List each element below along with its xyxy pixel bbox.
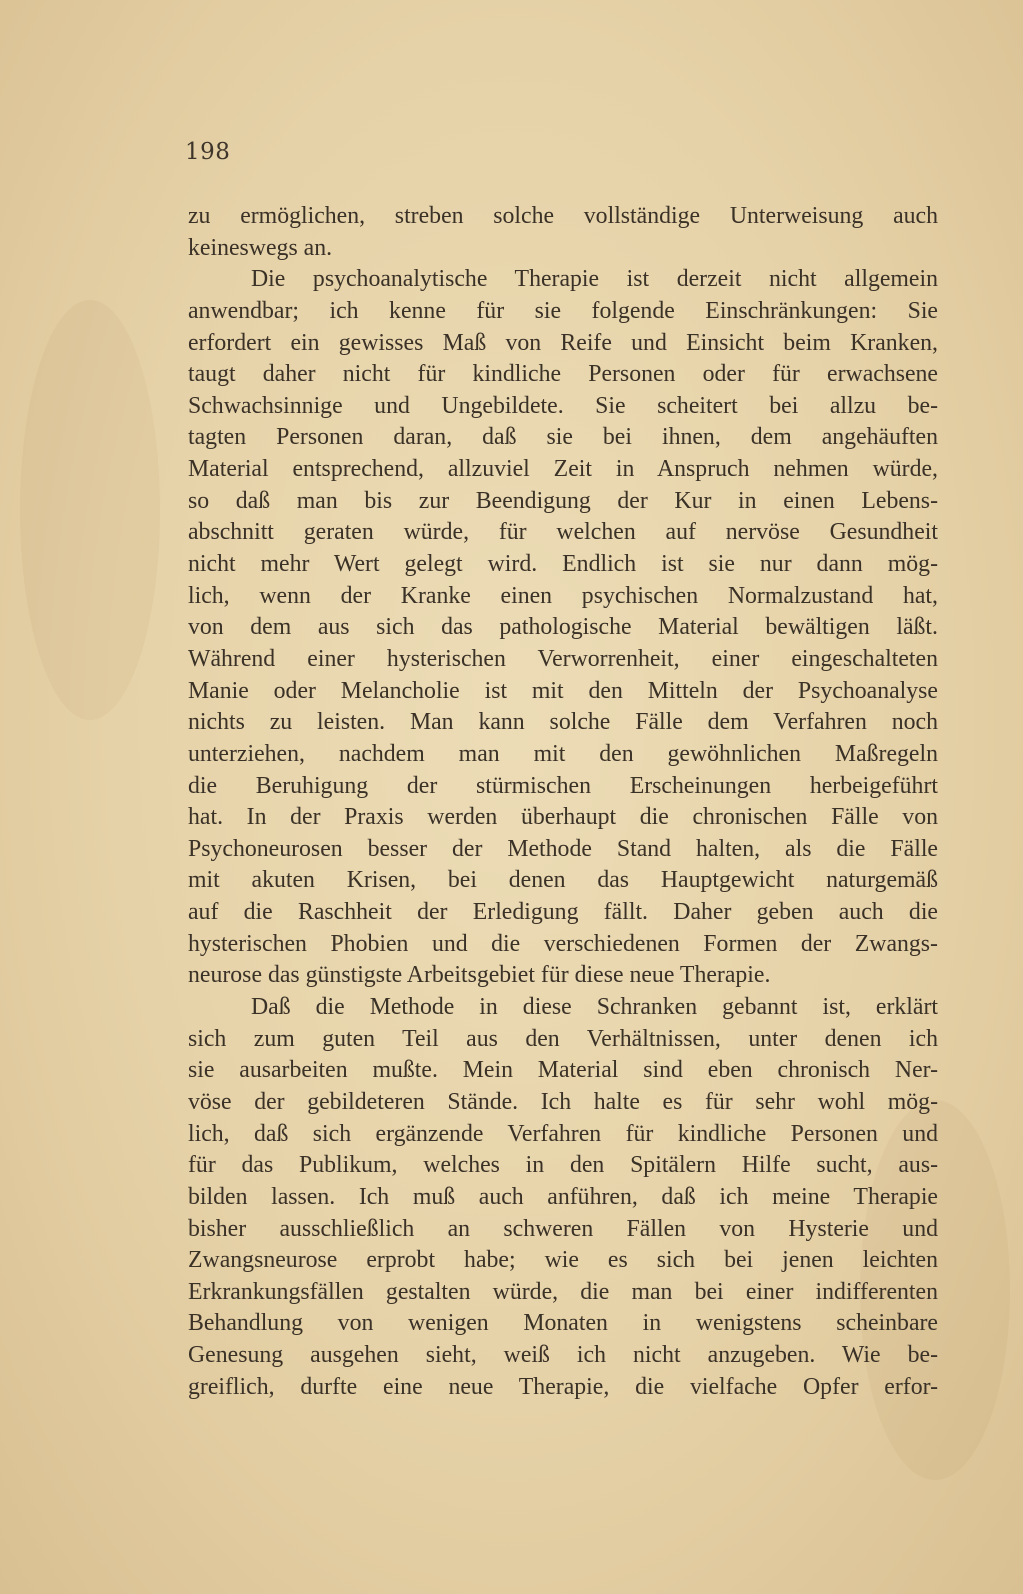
text-line: nicht mehr Wert gelegt wird. Endlich ist sie nur dann mög- — [188, 551, 938, 578]
text-line: Psychoneurosen besser der Methode Stand halten, als die Fälle — [188, 835, 938, 862]
text-line: Material entsprechend, allzuviel Zeit in Anspruch nehmen würde, — [188, 456, 938, 483]
text-line: keineswegs an. — [188, 234, 333, 261]
text-line: erfordert ein gewisses Maß von Reife und Einsicht beim Kranken, — [188, 329, 938, 356]
text-line: greiflich, durfte eine neue Therapie, die vielfache Opfer erfor- — [188, 1373, 938, 1400]
text-line: nichts zu leisten. Man kann solche Fälle dem Verfahren noch — [188, 709, 938, 736]
text-line: vöse der gebildeteren Stände. Ich halte es für sehr wohl mög- — [188, 1088, 938, 1115]
body-text — [188, 201, 938, 1403]
text-line: mit akuten Krisen, bei denen das Hauptgewicht naturgemäß — [188, 867, 938, 894]
text-line: Die psychoanalytische Therapie ist derzeit nicht allgemein — [251, 266, 938, 293]
paper-stain — [20, 300, 160, 720]
text-line: die Beruhigung der stürmischen Erscheinungen herbeigeführt — [188, 772, 938, 799]
text-line: hysterischen Phobien und die verschiedenen Formen der Zwangs- — [188, 930, 938, 957]
text-line: so daß man bis zur Beendigung der Kur in einen Lebens- — [188, 487, 938, 514]
text-line: Daß die Methode in diese Schranken gebannt ist, erklärt — [251, 994, 938, 1021]
text-line: sich zum guten Teil aus den Verhältnissen, unter denen ich — [188, 1025, 938, 1052]
text-line: Schwachsinnige und Ungebildete. Sie scheitert bei allzu be- — [188, 392, 938, 419]
text-line: lich, daß sich ergänzende Verfahren für kindliche Personen und — [188, 1120, 938, 1147]
text-line: taugt daher nicht für kindliche Personen oder für erwachsene — [188, 361, 938, 388]
text-line: Während einer hysterischen Verworrenheit, einer eingeschalteten — [188, 645, 938, 672]
text-line: anwendbar; ich kenne für sie folgende Einschränkungen: Sie — [188, 297, 938, 324]
text-line: lich, wenn der Kranke einen psychischen Normalzustand hat, — [188, 582, 938, 609]
page-number: 198 — [185, 139, 231, 165]
text-line: zu ermöglichen, streben solche vollständige Unterweisung auch — [188, 203, 938, 229]
text-line: sie ausarbeiten mußte. Mein Material sind eben chronisch Ner- — [188, 1057, 938, 1084]
text-line: unterziehen, nachdem man mit den gewöhnlichen Maßregeln — [188, 740, 938, 767]
text-line: Erkrankungsfällen gestalten würde, die man bei einer indifferenten — [188, 1278, 938, 1305]
text-line: auf die Raschheit der Erledigung fällt. Daher geben auch die — [188, 899, 938, 926]
text-line: hat. In der Praxis werden überhaupt die chronischen Fälle von — [188, 804, 938, 831]
text-line: von dem aus sich das pathologische Material bewältigen läßt. — [188, 614, 938, 641]
text-line: bisher ausschließlich an schweren Fällen von Hysterie und — [188, 1215, 938, 1242]
text-line: Genesung ausgehen sieht, weiß ich nicht anzugeben. Wie be- — [188, 1342, 938, 1369]
text-line: Manie oder Melancholie ist mit den Mitteln der Psychoanalyse — [188, 677, 938, 704]
text-line: für das Publikum, welches in den Spitälern Hilfe sucht, aus- — [188, 1152, 938, 1179]
text-line: tagten Personen daran, daß sie bei ihnen, dem angehäuften — [188, 424, 938, 451]
text-line: Behandlung von wenigen Monaten in wenigstens scheinbare — [188, 1310, 938, 1337]
text-line: neurose das günstigste Arbeitsgebiet für diese neue Therapie. — [188, 962, 771, 989]
text-line: abschnitt geraten würde, für welchen auf nervöse Gesundheit — [188, 519, 938, 546]
text-line: bilden lassen. Ich muß auch anführen, daß ich meine Therapie — [188, 1183, 938, 1210]
text-line: Zwangsneurose erprobt habe; wie es sich bei jenen leichten — [188, 1247, 938, 1274]
